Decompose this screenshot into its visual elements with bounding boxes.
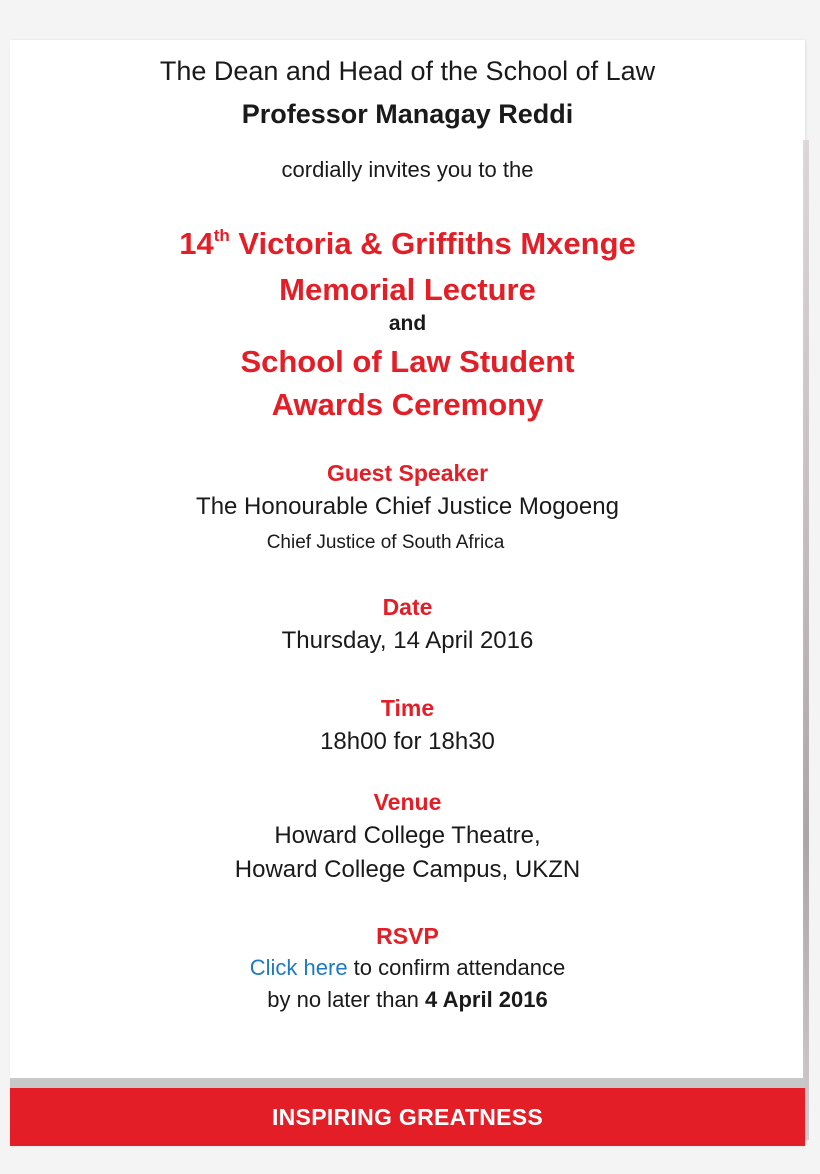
- guest-speaker-name: The Honourable Chief Justice Mogoeng: [196, 493, 619, 520]
- event-ordinal-number: 14: [179, 226, 214, 261]
- date-value: Thursday, 14 April 2016: [281, 627, 534, 654]
- event-title-text: Victoria & Griffiths Mxenge: [238, 226, 636, 261]
- rsvp-line1-text: to confirm attendance: [347, 955, 566, 980]
- date-heading: Date: [382, 594, 433, 620]
- venue-line1: Howard College Theatre,: [274, 822, 541, 849]
- footer-tagline: INSPIRING GREATNESS: [271, 1103, 544, 1130]
- footer-banner: [10, 1088, 805, 1146]
- event-title-line2: Memorial Lecture: [279, 272, 536, 307]
- event-conjunction: and: [388, 312, 427, 335]
- time-value: 18h00 for 18h30: [320, 728, 495, 755]
- time-heading: Time: [380, 695, 435, 721]
- event-ordinal-suffix: th: [213, 226, 230, 245]
- footer-divider: [10, 1078, 805, 1088]
- event-title-line1: [10, 226, 805, 262]
- guest-speaker-heading: Guest Speaker: [326, 460, 489, 486]
- rsvp-deadline-date: 4 April 2016: [425, 987, 548, 1012]
- host-name: Professor Managay Reddi: [241, 99, 574, 129]
- event-title-line4: Awards Ceremony: [271, 387, 544, 422]
- rsvp-line1: [10, 955, 805, 981]
- rsvp-click-here-link[interactable]: Click here: [249, 955, 348, 980]
- rsvp-deadline-prefix: by no later than: [267, 987, 426, 1012]
- guest-speaker-role: Chief Justice of South Africa: [266, 532, 505, 553]
- venue-line2: Howard College Campus, UKZN: [234, 856, 581, 883]
- rsvp-line2: [10, 987, 805, 1013]
- event-title-line3: School of Law Student: [240, 344, 575, 379]
- host-title: The Dean and Head of the School of Law: [159, 56, 656, 86]
- venue-heading: Venue: [373, 789, 442, 815]
- rsvp-heading: RSVP: [376, 923, 439, 949]
- invite-text: cordially invites you to the: [281, 157, 534, 182]
